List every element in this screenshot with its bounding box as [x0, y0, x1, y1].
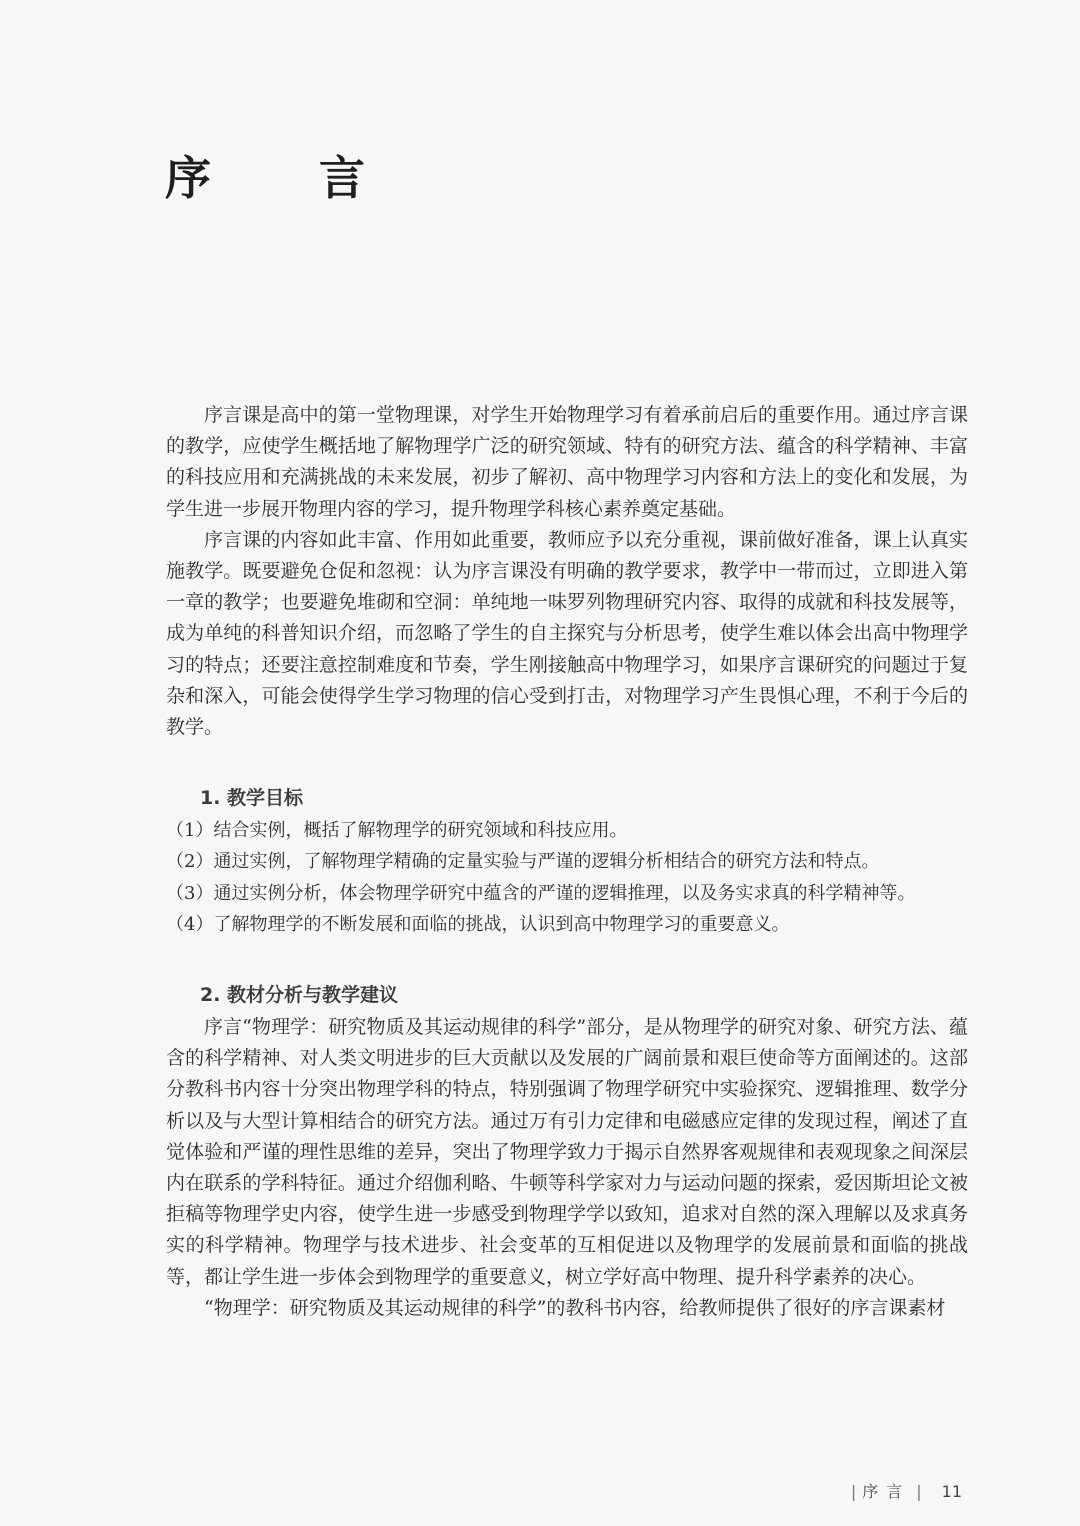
- objectives-list: [166, 815, 968, 940]
- footer-divider: |: [850, 1482, 857, 1501]
- objective-item: （3）通过实例分析，体会物理学研究中蕴含的严谨的逻辑推理，以及务实求真的科学精神等。: [166, 882, 916, 904]
- intro-paragraph-2: 序言课的内容如此丰富、作用如此重要，教师应予以充分重视，课前做好准备，课上认真实施教学。既要避免仓促和忽视：认为序言课没有明确的教学要求，教学中一带而过，立即进入第一章的教学；也要避免堆砌和空洞：单纯地一味罗列物理研究内容、取得的成就和科技发展等，成为单纯的科普知识介绍，而忽略了学生的自主探究与分析思考，使学生难以体会出高中物理学习的特点；还要注意控制难度和节奏，学生刚接触高中物理学习，如果序言课研究的问题过于复杂和深入，可能会使得学生学习物理的信心受到打击，对物理学习产生畏惧心理，不利于今后的教学。: [166, 528, 968, 739]
- objective-item: （2）通过实例，了解物理学精确的定量实验与严谨的逻辑分析相结合的研究方法和特点。: [166, 851, 880, 873]
- page-footer: [845, 1479, 962, 1502]
- objective-item: （4）了解物理学的不断发展和面临的挑战，认识到高中物理学习的重要意义。: [166, 913, 790, 935]
- analysis-paragraph-1: 序言“物理学：研究物质及其运动规律的科学”部分，是从物理学的研究对象、研究方法、蕴含的科学精神、对人类文明进步的巨大贡献以及发展的广阔前景和艰巨使命等方面阐述的。这部分教科书内容十分突出物理学科的特点，特别强调了物理学研究中实验探究、逻辑推理、数学分析以及与大型计算相结合的研究方法。通过万有引力定律和电磁感应定律的发现过程，阐述了直觉体验和严谨的理性思维的差异，突出了物理学致力于揭示自然界客观规律和表观现象之间深层内在联系的学科特征。通过介绍伽利略、牛顿等科学家对力与运动问题的探索，爱因斯坦论文被拒稿等物理学史内容，使学生进一步感受到物理学学以致知，追求对自然的深入理解以及求真务实的科学精神。物理学与技术进步、社会变革的互相促进以及物理学的发展前景和面临的挑战等，都让学生进一步体会到物理学的重要意义，树立学好高中物理、提升科学素养的决心。: [166, 1016, 968, 1288]
- chapter-title: 序 言: [165, 151, 412, 205]
- analysis-paragraph-2: “物理学：研究物质及其运动规律的科学”的教科书内容，给教师提供了很好的序言课素材: [204, 1296, 946, 1319]
- page-body: [166, 400, 968, 1324]
- page-number: 11: [941, 1482, 962, 1501]
- footer-section-label: 序言: [862, 1482, 911, 1501]
- section-heading-objectives: 1. 教学目标: [200, 787, 304, 810]
- section-heading-analysis: 2. 教材分析与教学建议: [200, 984, 399, 1007]
- objective-item: （1）结合实例，概括了解物理学的研究领域和科技应用。: [166, 820, 628, 842]
- intro-paragraph-1: 序言课是高中的第一堂物理课，对学生开始物理学习有着承前启后的重要作用。通过序言课的教学，应使学生概括地了解物理学广泛的研究领域、特有的研究方法、蕴含的科学精神、丰富的科技应用和充满挑战的未来发展，初步了解初、高中物理学习内容和方法上的变化和发展，为学生进一步展开物理内容的学习，提升物理学科核心素养奠定基础。: [166, 404, 968, 520]
- footer-divider: |: [916, 1482, 922, 1501]
